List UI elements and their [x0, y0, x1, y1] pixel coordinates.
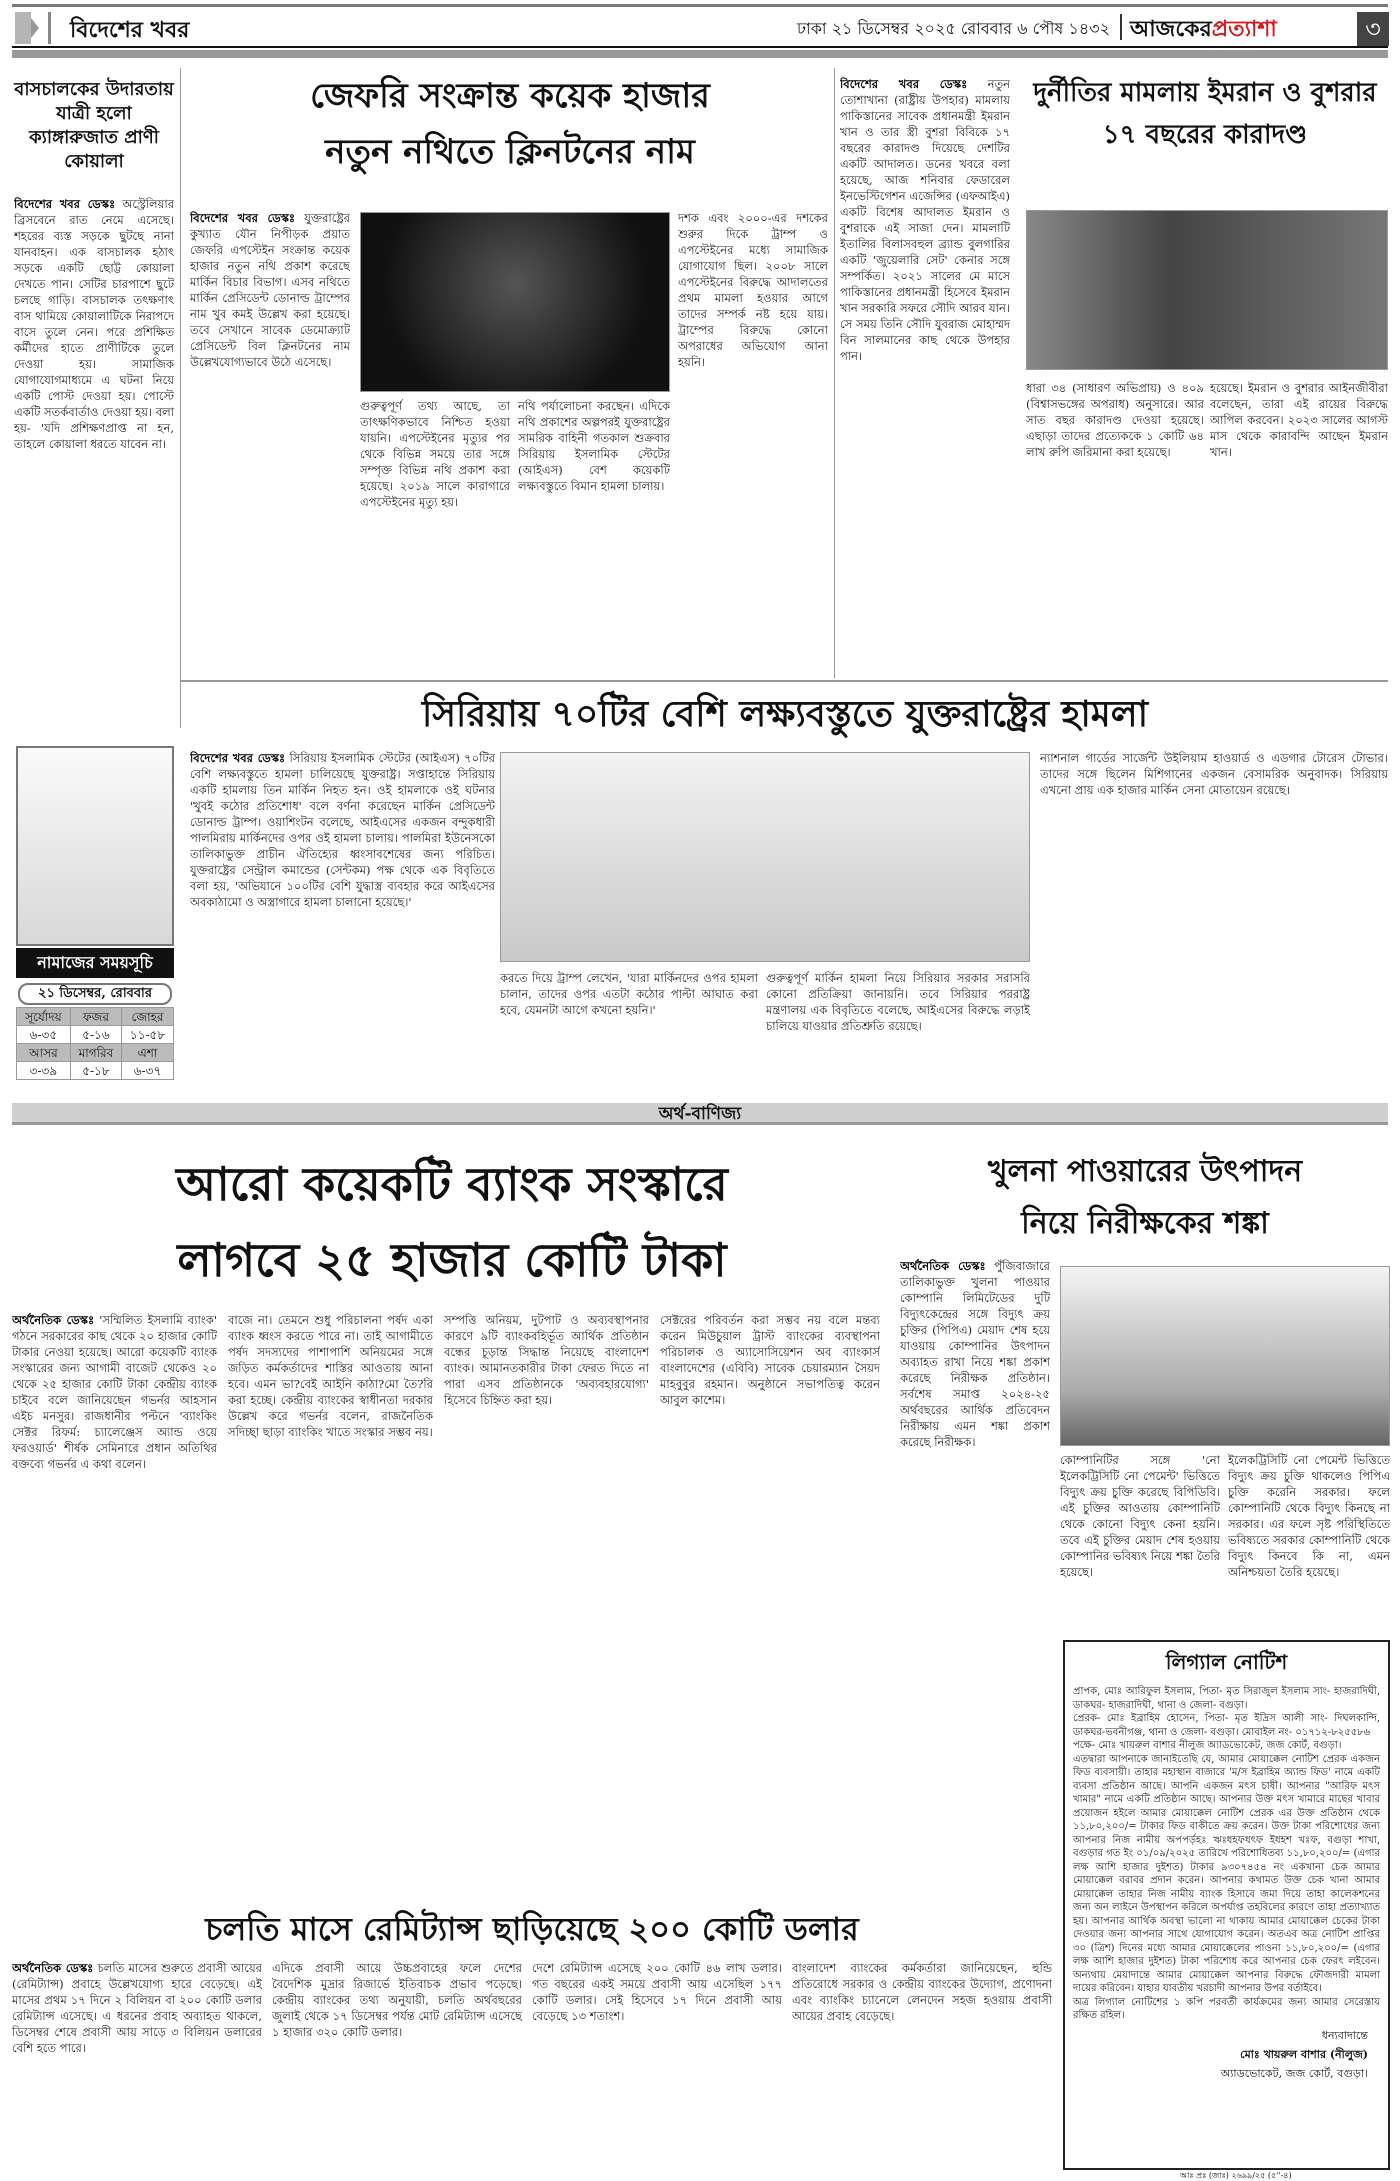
prayer-time: ৫-১৬ [70, 1026, 121, 1044]
power-plant-photo [1060, 1266, 1390, 1446]
imran-body-1: নতুন তোশাখানা (রাষ্ট্রীয় উপহার) মামলায় পাকিস্তানের সাবেক প্রধানমন্ত্রী ইমরান খান ও তার স্ত্রী বুশরা বিবিকে ১৭ বছরের কারাদণ্ড দিয়েছে দেশটির একটি আদালত। ডনের খবরে বলা হয়েছে, আজ শনিবার ফেডারেল ইনভেস্টিগেশন এজেন্সির (এফআইএ) একটি বিশেষ আদালত ইমরান ও বুশরাকে এই সাজা দেন। মামলাটি ইতালির বিলাসবহুল ব্র্যান্ড বুলগারির একটি 'জুয়েলারি সেট' কেনার সঙ্গে সম্পর্কিত। [840, 77, 1010, 283]
legal-notice-through: পক্ষে- মোঃ খায়রুল বাশার নীলুজ অ্যাডভোকেট, জজ কোর্ট, বগুড়া। [1073, 1740, 1342, 1751]
legal-notice-recipient: প্রাপক, মোঃ আরিফুল ইসলাম, পিতা- মৃত সিরাজুল ইসলাম সাং- হাজরাদিঘী, ডাকঘর- হাজরাদিঘী, থানা ও জেলা- বগুড়া। [1073, 1686, 1380, 1711]
bank-col-4: সেক্টরের পরিবর্তন করা সম্ভব নয় বলে মন্তব্য করেন মিউচুয়াল ট্রাস্ট ব্যাংকের ব্যবস্থাপনা পরিচালক ও অ্যাসোসিয়েশন অব ব্যাংকার্স বাংলাদেশের (এবিবি) সাবেক চেয়ারম্যান সৈয়দ মাহবুবুর রহমান। অনুষ্ঠানে সভাপতিত্ব করেন আবুল কাশেম। [660, 1313, 880, 1407]
imran-col-2: ধারা ৩৪ (সাধারণ অভিপ্রায়) ও ৪০৯ (বিশ্বাসভঙ্গের অপরাধ) অনুসারে। আর সাত বছর কারাদণ্ড দেওয়া হয়েছে। এছাড়া তাদের প্রত্যেককে ১ কোটি ৬৪ লাখ রুপি জরিমানা করা হয়েছে। [1026, 381, 1204, 459]
logo-main: প্রত্যাশা [1211, 17, 1277, 42]
imran-col-1 [840, 76, 1010, 676]
prayer-time: ১১-৫৮ [122, 1026, 174, 1044]
bank-headline-line1: আরো কয়েকটি ব্যাংক সংস্কারে [176, 1157, 728, 1211]
header-rule [12, 46, 1388, 48]
ad-reference: আঃ প্রঃ (জাঃ) ২৬৯৯/২৫ (৫''-৪) [1180, 2171, 1292, 2180]
epstein-col-1 [190, 210, 350, 670]
imran-col-3: হয়েছে। ইমরান ও বুশরার আইনজীবীরা বলেছেন, তারা এই রায়ের বিরুদ্ধে আপিল করবেন। ২০২৩ সালের আগস্ট মাস থেকে কারাবন্দি আছেন ইমরান খান। [1210, 381, 1388, 459]
prayer-times-title: নামাজের সময়সূচি [16, 948, 174, 978]
imran-body-2: ২০২১ সালের মে মাসে পাকিস্তানের প্রধানমন্ত্রী হিসেবে ইমরান খান সরকারি সফরে সৌদি আরব যান। সে সময় তিনি সৌদি যুবরাজ মোহাম্মদ বিন সালমানের কাছ থেকে উপহার পান। [840, 269, 1010, 363]
prayer-time: ৫-১৮ [70, 1062, 121, 1080]
section-divider [48, 12, 51, 44]
header-band [12, 50, 1388, 58]
page-number: ৩ [1357, 12, 1389, 46]
bank-col-3: সম্পত্তি অনিয়ম, দুটপাট ও অব্যবস্থাপনার কারণে ৯টি ব্যাংকবহির্ভূত আর্থিক প্রতিষ্ঠান বন্ধের চূড়ান্ত সিদ্ধান্ত নিয়েছে বাংলাদেশ ব্যাংক। আমানতকারীর টাকা ফেরত দিতে না পারা এসব প্রতিষ্ঠানকে 'অব্যবহারযোগ্য' হিসেবে চিহ্নিত করা হয়। [444, 1313, 649, 1407]
syria-col-4: ন্যাশনাল গার্ডের সার্জেন্ট উইলিয়াম হাওয়ার্ড ও এডগার টোরেস টোভার। তাদের সঙ্গে ছিলেন মিশিগানের একজন বেসামরিক অনুবাদক। সিরিয়ায় এখনো প্রায় এক হাজার মার্কিন সেনা মোতায়েন রয়েছে। [1040, 751, 1388, 797]
epstein-col-2: গুরুত্বপূর্ণ তথ্য আছে, তা তাৎক্ষণিকভাবে নিশ্চিত হওয়া যায়নি। এপস্টেইনের মৃত্যুর পর থেকে বিভিন্ন সময়ে তার সঙ্গে সম্পৃক্ত বিভিন্ন নথি প্রকাশ করা হয়েছে। ২০১৯ সালে কারাগারে এপস্টেইনের মৃত্যু হয়। [360, 399, 510, 509]
prayer-times-box [16, 982, 174, 1080]
syria-headline: সিরিয়ায় ৭০টির বেশি লক্ষ্যবস্তুতে যুক্তরাষ্ট্রের হামলা [421, 694, 1149, 735]
prayer-name: সূর্যোদয় [17, 1008, 71, 1026]
newspaper-logo [1130, 12, 1277, 49]
legal-notice-copy-note: অত্র লিগ্যাল নোটিশের ১ কপি পরবর্তী কার্যক্রমের জন্য আমার সেরেস্তায় রক্ষিত রহিল। [1073, 1996, 1380, 2021]
prayer-date: ২১ ডিসেম্বর, রোববার [18, 983, 172, 1005]
syria-dateline: বিদেশের খবর ডেস্কঃ [190, 751, 286, 765]
koala-body: অস্ট্রেলিয়ার ব্রিসবেনে রাত নেমে এসেছে। শহরের ব্যস্ত সড়কে ছুটছে নানা যানবাহন। এক বাসচালক হঠাৎ সড়কে একটি ছোট্ট কোয়ালা দেখতে পান। সেটির চারপাশে ছুটে চলছে গাড়ি। বাসচালক তৎক্ষণাৎ বাস থামিয়ে কোয়ালাটিকে নিরাপদে বাসে তুলে নেন। পরে প্রশিক্ষিত কর্মীদের হাতে প্রাণীটিকে তুলে দেওয়া হয়। সামাজিক যোগাযোগমাধ্যমে এ ঘটনা নিয়ে একটি পোস্ট দেওয়া হয়। পোস্টে একটি সতর্কবার্তাও দেওয়া হয়। বলা হয়- 'যদি প্রশিক্ষণপ্রাপ্ত না হন, তাহলে কোয়ালা ধরতে যাবেন না। [14, 197, 174, 451]
section-rule [180, 680, 1388, 682]
prayer-name: ফজর [70, 1008, 121, 1026]
koala-dateline: বিদেশের খবর ডেস্কঃ [14, 197, 116, 211]
legal-notice-box [1063, 1640, 1390, 2170]
khulna-body-1: পুঁজিবাজারে তালিকাভুক্ত খুলনা পাওয়ার কোম্পানি লিমিটেডের দুটি বিদ্যুৎকেন্দ্রের সঙ্গে বিদ্যুৎ ক্রয় চুক্তির (পিপিএ) মেয়াদ শেষ হয়ে যাওয়ায় কোম্পানির উৎপাদন অব্যাহত রাখা নিয়ে শঙ্কা প্রকাশ করেছে নিরীক্ষক প্রতিষ্ঠান। সর্বশেষ সমাপ্ত ২০২৪-২৫ অর্থবছরের আর্থিক প্রতিবেদন নিরীক্ষায় এমন শঙ্কা প্রকাশ করেছে নিরীক্ষক। [900, 1259, 1050, 1449]
remittance-col-2: এদিকে প্রবাসী আয়ে উচ্চপ্রবাহের ফলে দেশের বৈদেশিক মুদ্রার রিজার্ভে ইতিবাচক প্রভাব পড়েছে। কেন্দ্রীয় ব্যাংকের তথ্য অনুযায়ী, চলতি অর্থবছরের জুলাই থেকে ১৭ ডিসেম্বর পর্যন্ত মোট রেমিট্যান্স এসেছে ১ হাজার ৩২০ কোটি ডলার। [272, 1961, 522, 2039]
epstein-headline-line1: জেফরি সংক্রান্ত কয়েক হাজার [310, 76, 710, 116]
syria-col-2: করতে দিয়ে ট্রাম্প লেখেন, 'যারা মার্কিনদের ওপর হামলা চালান, তাদের ওপর এতটা কঠোর পাল্টা আঘাত করা হবে, যেমনটা আগে কখনো হয়নি।' [500, 971, 758, 1017]
prayer-times-table [16, 1007, 174, 1080]
epstein-col-4: দশক এবং ২০০০-এর দশকের শুরুর দিকে ট্রাম্প ও এপস্টেইনের মধ্যে সামাজিক যোগাযোগ ছিল। ২০০৮ সালে এপস্টেইনের বিরুদ্ধে আদালতের প্রথম মামলা হওয়ার আগে তাদের সম্পর্ক নষ্ট হয়ে যায়। ট্রাম্পের বিরুদ্ধে কোনো অপরাধের অভিযোগ আনা হয়নি। [678, 211, 828, 369]
triangle-icon [31, 18, 39, 38]
imran-dateline: বিদেশের খবর ডেস্কঃ [840, 77, 968, 91]
syria-col-1 [190, 750, 495, 1090]
prayer-name: আসর [17, 1044, 71, 1062]
prayer-time: ৬-৩৫ [17, 1026, 71, 1044]
prayer-name: জোহর [122, 1008, 174, 1026]
prayer-name: মাগরিব [70, 1044, 121, 1062]
epstein-dateline: বিদেশের খবর ডেস্কঃ [190, 211, 296, 225]
khulna-headline-line2: নিয়ে নিরীক্ষকের শঙ্কা [1021, 1206, 1269, 1241]
logo-prefix: আজকের [1130, 17, 1212, 42]
epstein-documents-photo [360, 212, 670, 392]
palmyra-ruins-photo [500, 752, 1030, 962]
imran-bushra-photo [1026, 210, 1388, 370]
remittance-dateline: অর্থনৈতিক ডেস্কঃ [12, 1961, 94, 1975]
koala-article [14, 196, 174, 732]
epstein-col-3: নথি পর্যালোচনা করছেন। এদিকে নথি প্রকাশের অল্পপরই যুক্তরাষ্ট্রের সামরিক বাহিনী গতকাল শুক্রবার সিরিয়ায় ইসলামিক স্টেটের (আইএস) বেশ কয়েকটি লক্ষ্যবস্তুতে বিমান হামলা চালায়। [518, 399, 670, 493]
remittance-col-3: দেশে রেমিট্যান্স এসেছে ২০০ কোটি ৪৬ লাখ ডলার। গত বছরের একই সময়ে প্রবাসী আয় এসেছিল ১৭৭ কোটি ডলার। সেই হিসেবে ১৭ দিনে প্রবাসী আয় বেড়েছে ১৩ শতাংশ। [532, 1961, 782, 2023]
prayer-time: ৩-৩৯ [17, 1062, 71, 1080]
legal-notice-sender: প্রেরক- মোঃ ইব্রাহিম হোসেন, পিতা- মৃত ইদ্রিস আলী সাং- দিঘলকান্দি, ডাকঘর-ভবনীগঞ্জ, থানা ও জেলা- বগুড়া। মোবাইল নং- ০১৭১২-৮২৫৫৮৬ [1073, 1713, 1380, 1738]
finance-section-band [12, 1103, 1388, 1125]
legal-notice-signer: মোঃ খায়রুল বাশার (নীলুজ) [1240, 2047, 1368, 2061]
remittance-col-4: বাংলাদেশ ব্যাংকের কর্মকর্তারা জানিয়েছেন, হুন্ডি প্রতিরোধে সরকার ও কেন্দ্রীয় ব্যাংকের উদ্যোগ, প্রণোদনা এবং ব্যাংকিং চ্যানেলে লেনদেন সহজ হওয়ায় প্রবাসী আয়ের প্রবাহ বেড়েছে। [792, 1961, 1052, 2023]
syria-body-1: সিরিয়ায় ইসলামিক স্টেটের (আইএস) ৭০টির বেশি লক্ষ্যবস্তুতে হামলা চালিয়েছে যুক্তরাষ্ট্র। সপ্তাহান্তে সিরিয়ায় একটি হামলায় তিন মার্কিন নিহত হন। ওই হামলাকে ওই ঘটনার 'খুবই কঠোর প্রতিশোধ' বলে বর্ণনা করেছেন মার্কিন প্রেসিডেন্ট ডোনাল্ড ট্রাম্প। ওয়াশিংটন বলেছে, আইএসের একজন বন্দুকধারী পালমিরায় মার্কিনদের ওপর ওই হামলা চালায়। পালমিরা ইউনেসকো তালিকাভুক্ত প্রাচীন ঐতিহ্যের ধ্বংসাবশেষের জন্য পরিচিত। [190, 751, 495, 861]
syria-body-2: যুক্তরাষ্ট্রের সেন্ট্রাল কমান্ডের (সেন্টকম) পক্ষ থেকে এক বিবৃতিতে বলা হয়, 'অভিযানে ১০০টির বেশি যুদ্ধাস্ত্র ব্যবহার করে আইএসের অবকাঠামো ও অস্ত্রাগারে হামলা চালানো হয়েছে।' [190, 863, 495, 909]
remittance-headline: চলতি মাসে রেমিট্যান্স ছাড়িয়েছে ২০০ কোটি ডলার [205, 1910, 859, 1948]
legal-notice-body [1065, 1681, 1388, 2027]
khulna-dateline: অর্থনৈতিক ডেস্কঃ [900, 1259, 986, 1273]
legal-notice-text: এতদ্বারা আপনাকে জানাইতেছি যে, আমার মোয়াক্কেল নোটিশ প্রেরক একজন ফিড ব্যবসায়ী। তাহার মহাস্থান বাজারে 'ম/স ইব্রাহিম অ্যান্ড ফিড' নামে একটি ব্যবসা প্রতিষ্ঠান আছে। আপনি একজন মৎস চাষী। আপনার "আরিফ মৎস খামার" নামে একটি প্রতিষ্ঠান আছে। আপনার উক্ত মৎস খামারে মাছের খাবার প্রয়োজন হইলে আমার মোয়াক্কেল নোটিশ প্রেরক এর উক্ত প্রতিষ্ঠান থেকে ১১,৮০,২০০/= টাকার ফিড বাকীতে ক্রয় করেন। উক্ত টাকা পরিশোধের জন্য আপনার নিজ নামীয় অপপর্ড়হঃ ঋঃধহফধৎফ ইধহশ খঃফ, বগুড়া শাখা, বগুড়ার গত ইং ০১/০৯/২০২৫ তারিখে পরিশোধিতব্য ১১,৮০,২০০/= (এগার লক্ষ আশি হাজার দুইশত) টাকার ৯৩০৭৪৫৪ নং একখানা চেক আমার মোয়াক্কেল বরাবর প্রদান করেন। আপনার কথামত উক্ত চেক খানা আমার মোয়াক্কেল তাহার নিজ নামীয় ব্যাংক হিসাবে জমা দিয়ে তাহা কালেকশনের জন্য অন লাইনে উপস্থাপন করিলে অপর্যাপ্ত তহবিলের কারণে তাহা প্রত্যাখ্যাত হয়। আপনার আর্থিক অবস্থা ভালো না থাকায় আমার মোয়াক্কেল চেকের টাকা দেওয়ার জন্য আপনার সাথে যোগাযোগ করেন। অতএব অত্র নোটিশ প্রাপ্তির ৩০ (ত্রিশ) দিনের মধ্যে আমার মোয়াক্কেলের পাওনা ১১,৮০,২০০/= (এগার লক্ষ আশি হাজার দুইশত) টাকা পরিশোধ করে আপনার চেক ফেরৎ লইবেন। অন্যথায় মেয়াদান্তে আমার মোয়াক্কেল আপনার বিরুদ্ধে ফৌজদারী মামলা দায়ের করিবেন। যাহার যাবতীয় খরচাদী আপনার উপর বর্তাইবে। [1073, 1753, 1380, 1994]
mosque-image [16, 746, 174, 946]
imran-headline: দুর্নীতির মামলায় ইমরান ও বুশরার ১৭ বছরের কারাদণ্ড [1033, 78, 1377, 150]
koala-headline: বাসচালকের উদারতায় যাত্রী হলো ক্যাঙ্গারুজাত প্রাণী কোয়ালা [14, 79, 174, 172]
section-marker-icon [15, 12, 31, 44]
finance-section-title: অর্থ-বাণিজ্য [658, 1104, 742, 1124]
header-separator [1120, 14, 1122, 40]
bank-col-2: বাজে না। তেমনে শুধু পরিচালনা পর্ষদ একা ব্যাংক ধ্বংস করতে পারে না। তাই আগামীতে পর্ষদ সদস্যদের পাশাপাশি অনিয়মের সঙ্গে জড়িত কর্মকর্তাদের শাস্তির আওতায় আনা হবে। এমন ভা?বেই আইনি কাঠা?মো তৈ?রি করা হচ্ছে। কেন্দ্রীয় ব্যাংকের স্বাধীনতা দরকার উল্লেখ করে গভর্নর বলেন, রাজনৈতিক সদিচ্ছা ছাড়া ব্যাংকিং খাতে সংস্কার সম্ভব নয়। [228, 1313, 433, 1439]
epstein-headline [190, 68, 830, 198]
legal-notice-signer-title: অ্যাডভোকেট, জজ কোর্ট, বগুড়া। [1220, 2066, 1368, 2080]
section-title: বিদেশের খবর [70, 17, 190, 43]
khulna-col-1 [900, 1258, 1050, 1618]
issue-date: ঢাকা ২১ ডিসেম্বর ২০২৫ রোববার ৬ পৌষ ১৪৩২ [797, 19, 1110, 38]
khulna-headline [900, 1146, 1390, 1254]
legal-notice-closing: ধন্যবাদান্তে [1321, 2028, 1368, 2042]
khulna-col-2: কোম্পানিটির সঙ্গে 'নো ইলেকট্রিসিটি নো পেমেন্ট' ভিত্তিতে বিদ্যুৎ ক্রয় চুক্তি করেছে বিপিডিবি। এই চুক্তির আওতায় কোম্পানিটি থেকে কোনো বিদ্যুৎ কেনা হয়নি। তবে এই চুক্তির মেয়াদ শেষ হওয়ায় কোম্পানির ভবিষ্যৎ নিয়ে শঙ্কা তৈরি হয়েছে। [1060, 1453, 1220, 1579]
syria-col-3: গুরুত্বপূর্ণ মার্কিন হামলা নিয়ে সিরিয়ার সরকার সরাসরি কোনো প্রতিক্রিয়া জানায়নি। তবে সিরিয়ার পররাষ্ট্র মন্ত্রণালয় এক বিবৃতিতে বলেছে, আইএসের বিরুদ্ধে লড়াই চালিয়ে যাওয়ার প্রতিশ্রুতি রয়েছে। [766, 971, 1030, 1033]
bank-col-1 [12, 1312, 217, 1882]
top-rule [12, 4, 1388, 7]
epstein-body-1: যুক্তরাষ্ট্রের কুখ্যাত যৌন নিপীড়ক প্রয়াত জেফরি এপস্টেইন সংক্রান্ত কয়েক হাজার নতুন নথি প্রকাশ করেছে মার্কিন বিচার বিভাগ। এসব নথিতে মার্কিন প্রেসিডেন্ট ডোনাল্ড ট্রাম্পের নাম খুব কমই উল্লেখ করা হয়েছে। তবে সেখানে সাবেক ডেমোক্র্যাট প্রেসিডেন্ট বিল ক্লিনটনের নাম উল্লেখযোগ্যভাবে উঠে এসেছে। [190, 211, 350, 369]
bank-headline [12, 1146, 892, 1306]
prayer-time: ৬-৩৭ [122, 1062, 174, 1080]
bank-headline-line2: লাগবে ২৫ হাজার কোটি টাকা [177, 1233, 727, 1287]
prayer-name: এশা [122, 1044, 174, 1062]
epstein-headline-line2: নতুন নথিতে ক্লিনটনের নাম [325, 132, 695, 172]
bank-dateline: অর্থনৈতিক ডেস্কঃ [12, 1313, 95, 1327]
remittance-body-1: চলতি মাসের শুরুতে প্রবাসী আয়ের (রেমিট্যান্স) প্রবাহে উল্লেখযোগ্য হারে বেড়েছে। এই মাসের প্রথম ১৭ দিনে ২ বিলিয়ন বা ২০০ কোটি ডলার রেমিট্যান্স এসেছে। এ ধরনের প্রবাহ অব্যাহত থাকলে, ডিসেম্বর শেষে প্রবাসী আয় সাড়ে ৩ বিলিয়ন ডলারের বেশি হতে পারে। [12, 1961, 262, 2055]
khulna-col-3: ইলেকট্রিসিটি নো পেমেন্ট ভিত্তিতে বিদ্যুৎ ক্রয় চুক্তি থাকলেও পিপিএ চুক্তি করেনি সরকার। ফলে কোম্পানিটি থেকে বিদ্যুৎ কিনছে না সরকার। এর ফলে সৃষ্ট পরিস্থিতিতে ভবিষ্যতে সরকার কোম্পানিটি থেকে বিদ্যুৎ কিনবে কি না, এমন অনিশ্চয়তা তৈরি হয়েছে। [1228, 1453, 1390, 1579]
bank-body-1: 'সম্মিলিত ইসলামি ব্যাংক' গঠনে সরকারের কাছ থেকে ২০ হাজার কোটি টাকার নেওয়া হয়েছে। আরো কয়েকটি ব্যাংক সংস্কারের জন্য আগামী বাজেট থেকেও ২০ থেকে ২৫ হাজার কোটি টাকা কেন্দ্রীয় ব্যাংক চাইবে বলে জানিয়েছেন গভর্নর আহসান এইচ মনসুর। রাজধানীর পল্টনে 'ব্যাংকিং সেক্টর রিফর্ম: চ্যালেঞ্জেস অ্যান্ড ওয়ে ফরওয়ার্ড' শীর্ষক সেমিনারে প্রধান অতিথির বক্তব্যে গভর্নর এ কথা বলেন। [12, 1313, 217, 1471]
khulna-headline-line1: খুলনা পাওয়ারের উৎপাদন [987, 1154, 1303, 1189]
remittance-col-1 [12, 1960, 262, 2172]
column-rule [180, 68, 181, 728]
column-rule [834, 68, 835, 678]
legal-notice-title: লিগ্যাল নোটিশ [1165, 1650, 1288, 1674]
